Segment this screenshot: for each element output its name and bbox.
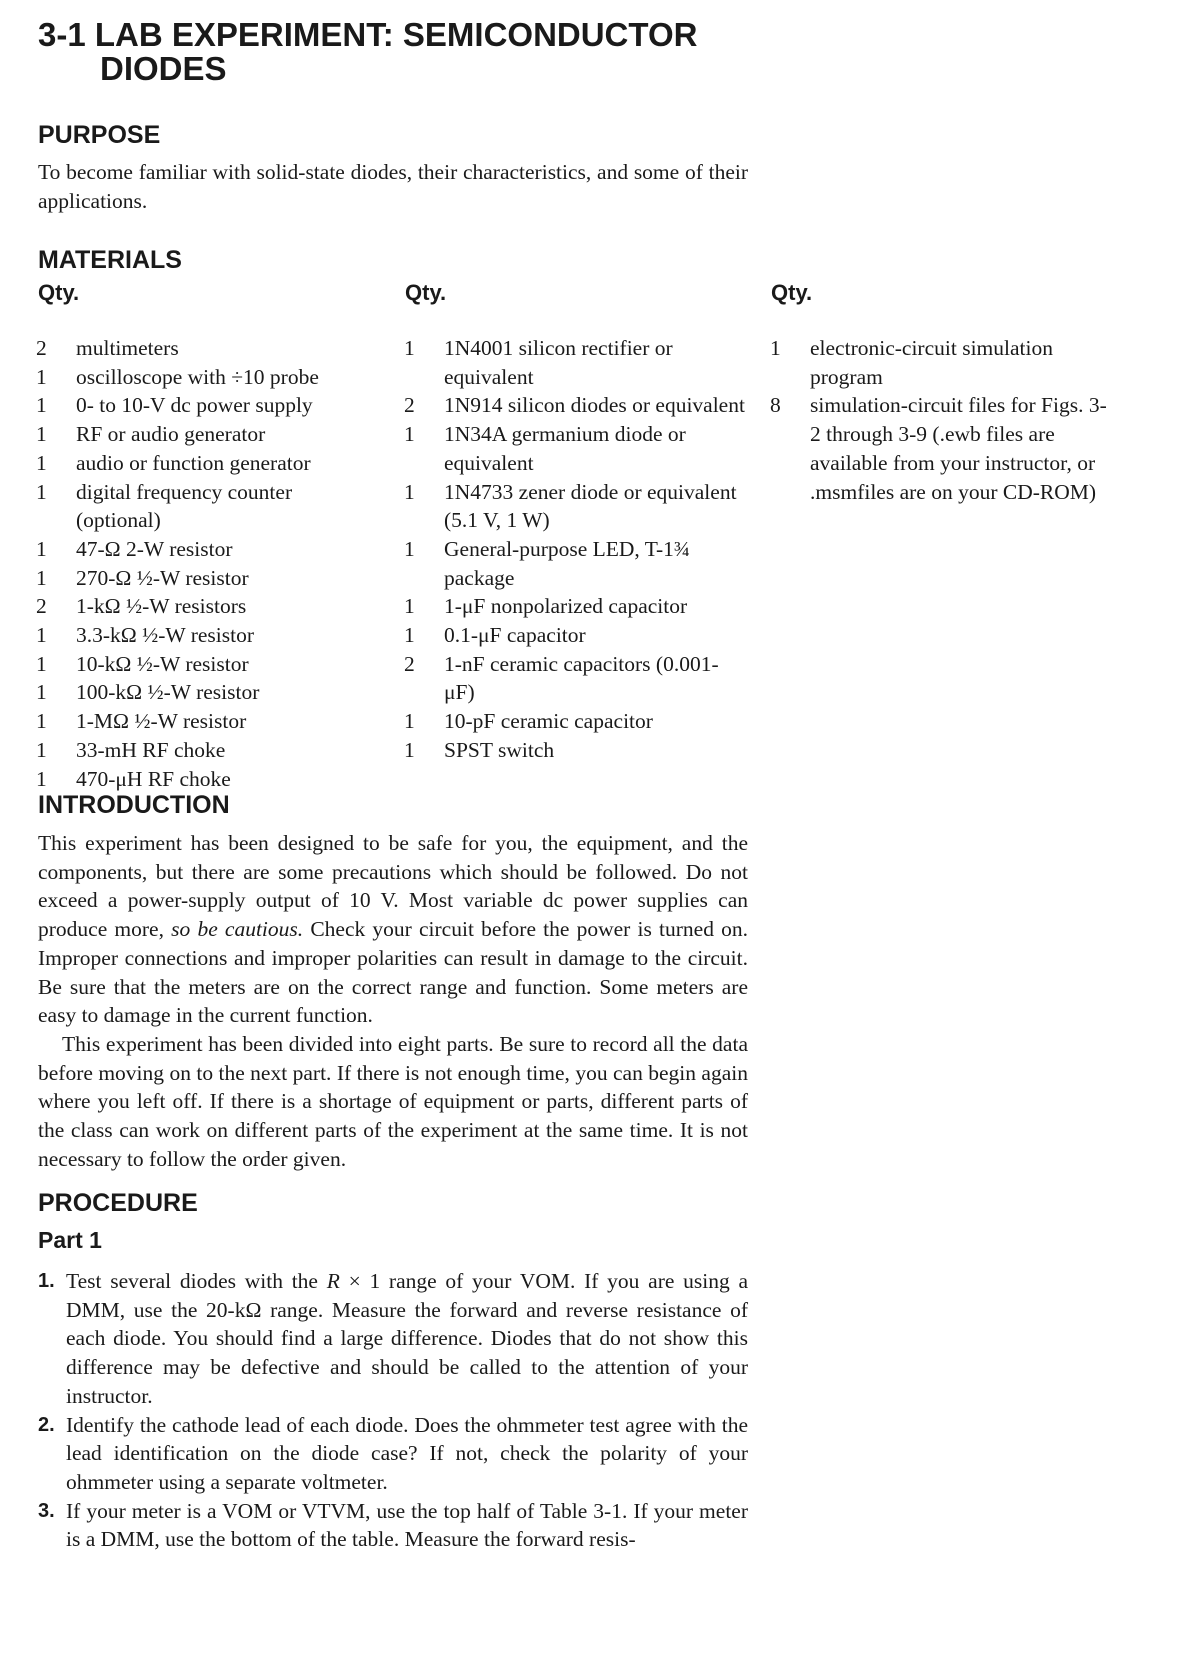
material-qty: 2 [404,393,415,418]
material-qty: 1 [36,364,47,389]
materials-list-item [404,478,749,535]
materials-list-item [36,678,366,707]
materials-list-item [36,478,366,535]
material-qty: 2 [36,594,47,619]
material-qty: 1 [36,737,47,762]
materials-list-item [36,334,366,363]
step-number: 2. [38,1413,55,1436]
material-description: electronic-circuit simulation program [810,336,1053,389]
material-description: 470-μH RF choke [76,766,231,791]
materials-list-item [404,420,749,477]
materials-list-item [404,650,749,707]
materials-heading: MATERIALS [38,246,182,274]
material-qty: 1 [36,651,47,676]
qty-header-col3: Qty. [771,280,813,305]
material-description: 1N4001 silicon rectifier or equivalent [444,336,673,389]
material-qty: 1 [36,709,47,734]
part-1-heading: Part 1 [38,1227,102,1253]
materials-list-item [36,564,366,593]
material-description: 10-kΩ ½-W resistor [76,651,249,676]
procedure-step-3 [38,1497,748,1554]
material-qty: 1 [36,766,47,791]
step-number: 3. [38,1499,55,1522]
material-description: RF or audio generator [76,422,266,447]
title-line-1: 3-1 LAB EXPERIMENT: SEMICONDUCTOR [38,16,698,53]
materials-list-item [404,535,749,592]
material-qty: 1 [36,565,47,590]
material-qty: 1 [404,623,415,648]
material-description: audio or function generator [76,450,311,475]
materials-list-item [36,535,366,564]
procedure-heading: PROCEDURE [38,1189,198,1217]
materials-column-3 [770,334,1115,506]
material-qty: 8 [770,393,781,418]
material-qty: 1 [36,479,47,504]
materials-list-item [404,707,749,736]
material-description: digital frequency counter (optional) [76,479,293,533]
material-qty: 1 [404,422,415,447]
materials-list-item [36,592,366,621]
step-number: 1. [38,1270,55,1292]
title-line-2: DIODES [100,50,227,87]
materials-list-item [36,736,366,765]
material-qty: 2 [404,651,415,676]
materials-list-item [36,363,366,392]
material-description: 0.1-μF capacitor [444,623,586,648]
materials-column-2 [404,334,749,765]
step-text: Identify the cathode lead of each diode. Does the ohmmeter test agree with the lead identification on the diode case? If not, check the polarity of your ohmmeter using a separate voltmeter. [66,1412,748,1494]
material-description: 3.3-kΩ ½-W resistor [76,623,254,648]
purpose-text: To become familiar with solid-state diodes, their characteristics, and some of their applications. [38,160,748,213]
step-text: Test several diodes with the R × 1 range of your VOM. If you are using a DMM, use the 20-kΩ range. Measure the forward and reverse resistance of each diode. You should find a large difference. Diodes that do not show this difference may be defective and should be called to the attention of your instructor. [66,1269,748,1408]
introduction-paragraph-2: This experiment has been divided into eight parts. Be sure to record all the data before moving on to the next part. If there is not enough time, you can begin again where you left off. If there is a shortage of equipment or parts, different parts of the class can work on different parts of the experiment at the same time. It is not necessary to follow the order given. [38,1031,748,1171]
materials-list-item [404,334,749,391]
materials-list-item [36,765,366,794]
material-description: 1N34A germanium diode or equivalent [444,422,686,475]
materials-list-item [404,621,749,650]
material-description: 10-pF ceramic capacitor [444,709,653,734]
materials-column-1 [36,334,366,793]
material-qty: 1 [36,623,47,648]
material-qty: 1 [36,450,47,475]
material-description: 1N4733 zener diode or equivalent (5.1 V, 1 W) [444,479,737,533]
materials-list-item [404,391,749,420]
materials-list-item [36,621,366,650]
material-description: 100-kΩ ½-W resistor [76,680,260,705]
introduction-paragraph-1: This experiment has been designed to be safe for you, the equipment, and the components, but there are some precautions which should be followed. Do not exceed a power-supply output of 10 V. Most variable dc power supplies can produce more, so be cautious. Check your circuit before the power is turned on. Improper connections and improper polarities can result in damage to the circuit. Be sure that the meters are on the correct range and function. Some meters are easy to damage in the current function. [38,831,749,1028]
materials-list-item [36,449,366,478]
material-description: 1N914 silicon diodes or equivalent [444,393,745,418]
procedure-step-2 [38,1411,748,1497]
procedure-step-1 [38,1267,748,1411]
material-description: 47-Ω 2-W resistor [76,536,233,561]
material-qty: 1 [404,536,415,561]
material-description: 1-MΩ ½-W resistor [76,709,247,734]
introduction-heading: INTRODUCTION [38,791,230,819]
page-title [38,18,697,86]
qty-header-col1: Qty. [38,280,80,305]
material-description: 0- to 10-V dc power supply [76,393,313,418]
step-text: If your meter is a VOM or VTVM, use the top half of Table 3-1. If your meter is a DMM, use the bottom of the table. Measure the forward resis- [66,1498,748,1552]
introduction-text [38,829,748,1173]
material-description: SPST switch [444,737,555,762]
material-description: 1-kΩ ½-W resistors [76,594,247,619]
materials-list-item [404,592,749,621]
material-qty: 1 [36,680,47,705]
material-description: 33-mH RF choke [76,737,226,762]
material-qty: 1 [404,336,415,360]
materials-list-item [404,736,749,765]
materials-list-item [36,391,366,420]
material-description: General-purpose LED, T-1¾ package [444,536,690,590]
materials-list-item [770,391,1115,506]
materials-list-item [770,334,1115,391]
material-description: 1-μF nonpolarized capacitor [444,594,688,619]
purpose-heading: PURPOSE [38,121,161,149]
material-qty: 1 [36,393,47,418]
material-qty: 1 [36,422,47,447]
qty-header-col2: Qty. [405,280,447,305]
materials-list-item [36,707,366,736]
materials-list-item [36,650,366,679]
materials-list-item [36,420,366,449]
material-qty: 1 [404,709,415,734]
material-qty: 1 [404,479,415,504]
material-description: oscilloscope with ÷10 probe [76,364,319,389]
material-description: 270-Ω ½-W resistor [76,565,249,590]
material-description: simulation-circuit files for Figs. 3-2 through 3-9 (.ewb files are available from your instructor, or .msmfiles are on your CD-ROM) [810,393,1107,504]
material-description: multimeters [76,336,179,360]
material-description: 1-nF ceramic capacitors (0.001-μF) [444,651,719,705]
material-qty: 1 [404,594,415,619]
material-qty: 1 [770,336,781,360]
material-qty: 2 [36,336,47,360]
material-qty: 1 [404,737,415,762]
procedure-steps [38,1267,748,1554]
material-qty: 1 [36,536,47,561]
